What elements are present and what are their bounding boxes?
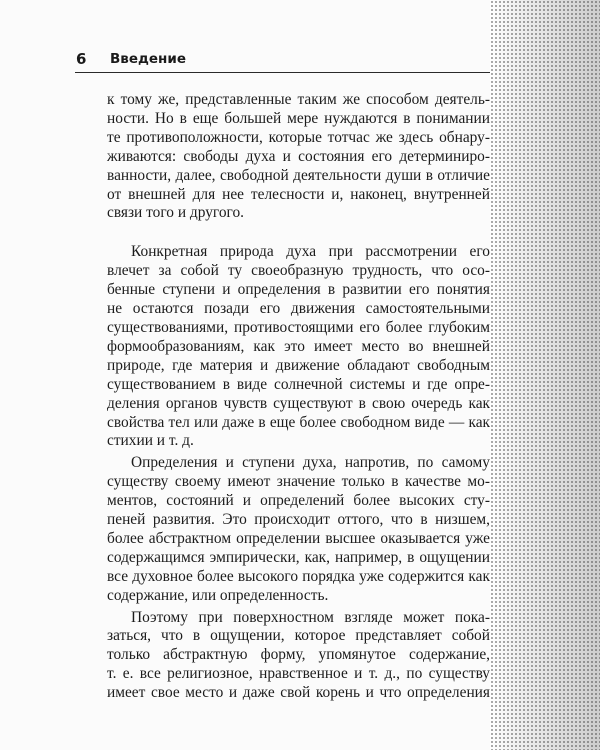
text-line: существованиями, противостоящими его более глубоким: [107, 318, 490, 336]
text-line: свойства тел или даже в еще более свободном виде — как: [107, 413, 490, 431]
paragraph: [107, 454, 490, 605]
text-line: ментов, состояний и определений более высоких сту-: [107, 492, 490, 510]
text-line: от внешней для нее телесности и, наконец, внутренней: [107, 185, 490, 203]
text-line: более абстрактном определении высшее оказывается уже: [107, 529, 490, 547]
text-line: живаются: свободы духа и состояния его детерминиро-: [107, 147, 490, 165]
text-line: существу своему имеют значение только в качестве мо-: [107, 473, 490, 491]
text-line: содержащимся эмпирически, как, например, в ощущении: [107, 548, 490, 566]
paragraph: [107, 609, 490, 704]
text-line: стихии и т. д.: [107, 432, 194, 450]
text-line: бенные ступени и определения в развитии его понятия: [107, 281, 490, 299]
text-line: Конкретная природа духа при рассмотрении его: [131, 243, 490, 261]
text-line: Определения и ступени духа, напротив, по самому: [131, 454, 490, 472]
text-line: заться, что в ощущении, которое представляет собой: [107, 627, 490, 645]
text-line: не остаются позади его движения самостоятельными: [107, 300, 490, 318]
text-line: к тому же, представленные таким же способом деятель-: [107, 91, 490, 108]
running-header: [75, 50, 490, 73]
text-line: природе, где материя и движение обладают свободным: [107, 356, 490, 374]
text-line: те противоположности, которые тотчас же здесь обнару-: [107, 128, 490, 146]
paragraph: [107, 91, 490, 223]
running-title: Введение: [110, 51, 186, 67]
halftone-page-edge: [490, 0, 600, 750]
text-line: имеет свое место и даже свой корень и что определения: [107, 684, 490, 702]
text-line: связи того и другого.: [107, 204, 245, 222]
paragraph-gap: [107, 223, 490, 243]
body-text: [107, 91, 490, 703]
paragraph: [107, 243, 490, 451]
text-line: деления органов чувств существуют в свою очередь как: [107, 394, 490, 412]
text-line: все духовное более высокого порядка уже содержится как: [107, 567, 490, 585]
text-line: ности. Но в еще большей мере нуждаются в понимании: [107, 109, 490, 127]
page-number: 6: [76, 50, 87, 68]
text-line: Поэтому при поверхностном взгляде может пока-: [131, 608, 490, 626]
text-line: содержание, или определенность.: [107, 586, 329, 604]
text-line: т. е. все религиозное, нравственное и т. д., по существу: [107, 665, 490, 683]
text-line: влечет за собой ту своеобразную трудность, что осо-: [107, 262, 490, 280]
text-line: только абстрактную форму, упомянутое содержание,: [107, 646, 490, 664]
text-line: ванности, далее, свободной деятельности души в отличие: [107, 166, 490, 184]
text-line: пеней развития. Это происходит оттого, что в низшем,: [107, 511, 490, 529]
text-line: формообразованиям, как это имеет место во внешней: [107, 337, 490, 355]
text-line: существованием в виде солнечной системы и где опре-: [107, 375, 490, 393]
